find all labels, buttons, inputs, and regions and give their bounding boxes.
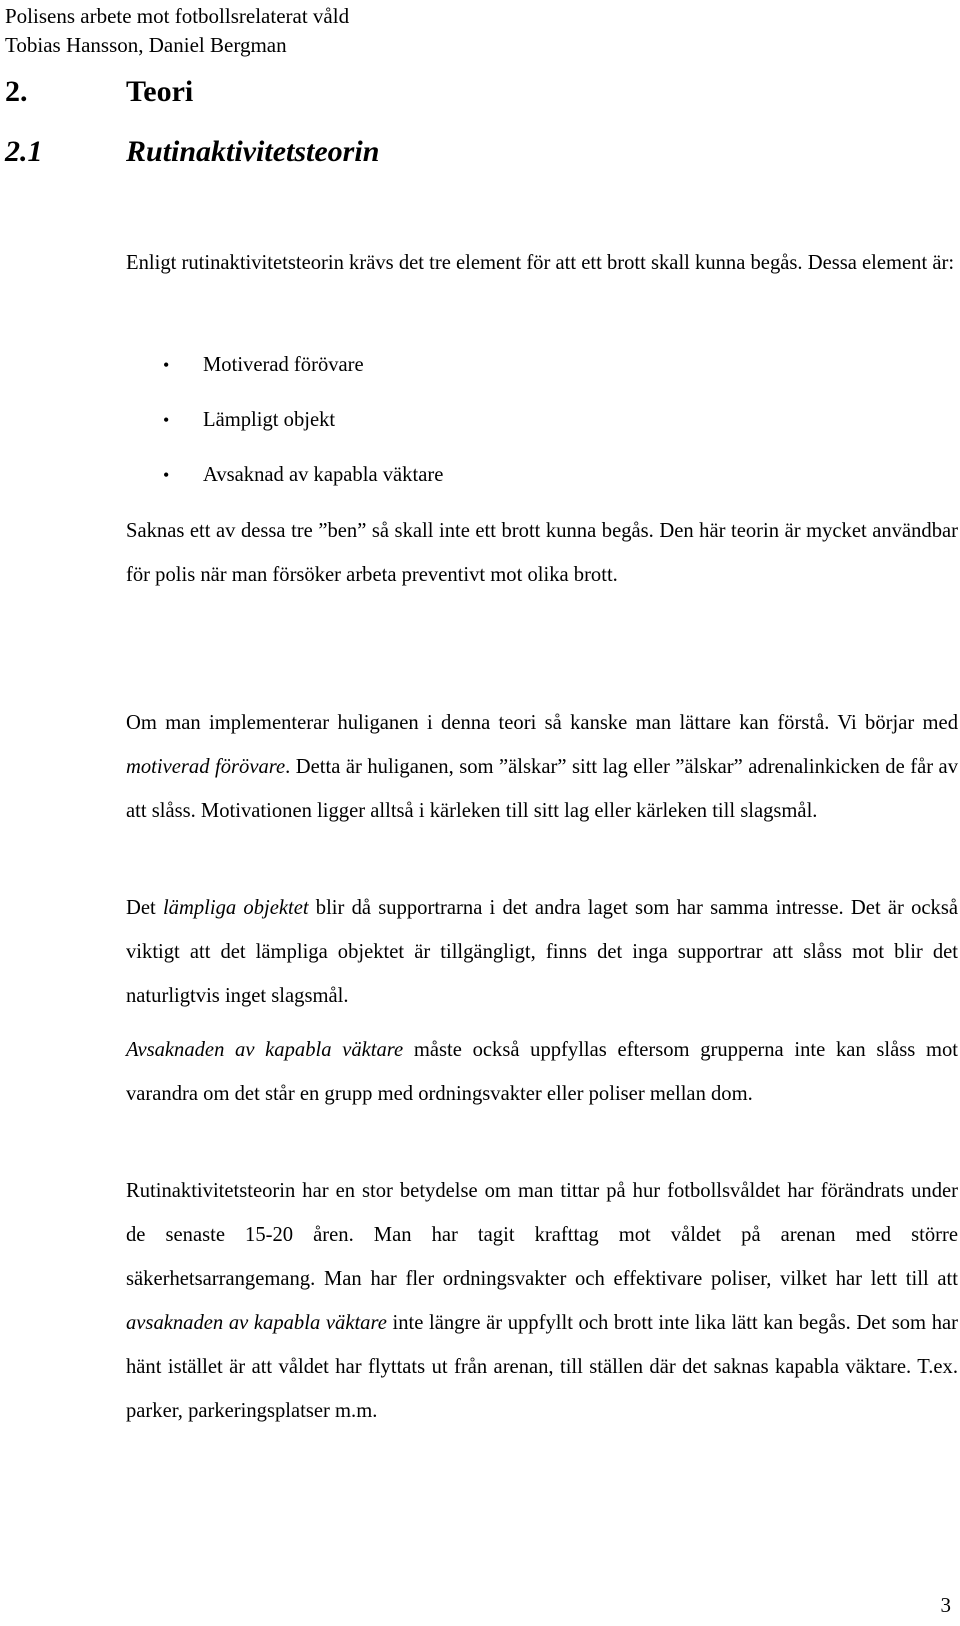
section-number: 2. [5,75,28,108]
paragraph-text: blir då supportrarna i det andra laget som har samma intresse. Det är också viktigt att det lämpliga objektet är tillgängligt, finns det inga supportrar att slåss mot blir det naturligtvis inget slagsmål. [126,897,958,1007]
paragraph-intro: Enligt rutinaktivitetsteorin krävs det tre element för att ett brott skall kunna begås. Dessa element är: [126,252,955,274]
emphasis-text: avsaknaden av kapabla väktare [126,1312,387,1334]
bullet-icon: • [163,410,170,430]
subsection-title: Rutinaktivitetsteorin [126,135,380,168]
paragraph-text: måste också uppfyllas eftersom grupperna inte kan slåss mot varandra om det står en grupp med ordningsvakter eller poliser mellan dom. [126,1039,958,1105]
paragraph-avsaknaden [126,1028,958,1116]
paragraph-betydelse [126,1169,958,1433]
paragraph-text: Om man implementerar huliganen i denna teori så kanske man lättare kan förstå. Vi börjar med [126,712,958,734]
paragraph-text: . Detta är huliganen, som ”älskar” sitt lag eller ”älskar” adrenalinkicken de får av att slåss. Motivationen ligger alltså i kärleken till sitt lag eller kärleken till slagsmål. [126,756,958,822]
header-authors: Tobias Hansson, Daniel Bergman [5,33,287,57]
list-item [126,351,443,406]
paragraph-saknas: Saknas ett av dessa tre ”ben” så skall inte ett brott kunna begås. Den här teorin är mycket användbar för polis när man försöker arbeta preventivt mot olika brott. [126,520,958,586]
list-item [126,461,443,516]
emphasis-text: Avsaknaden av kapabla väktare [126,1039,404,1061]
section-title: Teori [126,75,194,108]
bullet-icon: • [163,465,170,485]
header-title: Polisens arbete mot fotbollsrelaterat våld [5,4,350,28]
subsection-number: 2.1 [5,135,43,168]
paragraph-implementerar [126,701,958,833]
list-item-text: Avsaknad av kapabla väktare [203,464,444,486]
paragraph-text: inte längre är uppfyllt och brott inte lika lätt kan begås. Det som har hänt istället är att våldet har flyttats ut från arenan, till ställen där det saknas kapabla väktare. T.ex. parker, parkeringsplatser m.m. [126,1312,959,1422]
list-item [126,406,443,461]
emphasis-text: motiverad förövare [126,756,286,778]
list-item-text: Lämpligt objekt [203,409,336,431]
paragraph-text: Rutinaktivitetsteorin har en stor betydelse om man tittar på hur fotbollsvåldet har förändrats under de senaste 15-20 åren. Man har tagit krafttag mot våldet på arenan med större säkerhetsarrangemang. Man har fler ordningsvakter och effektivare poliser, vilket har lett till att [126,1180,958,1290]
element-list [126,351,443,516]
list-item-text: Motiverad förövare [203,354,364,376]
page-number: 3 [940,1593,951,1617]
bullet-icon: • [163,355,170,375]
emphasis-text: lämpliga objektet [162,897,309,919]
paragraph-text: Det [126,897,163,919]
paragraph-objektet [126,886,958,1018]
